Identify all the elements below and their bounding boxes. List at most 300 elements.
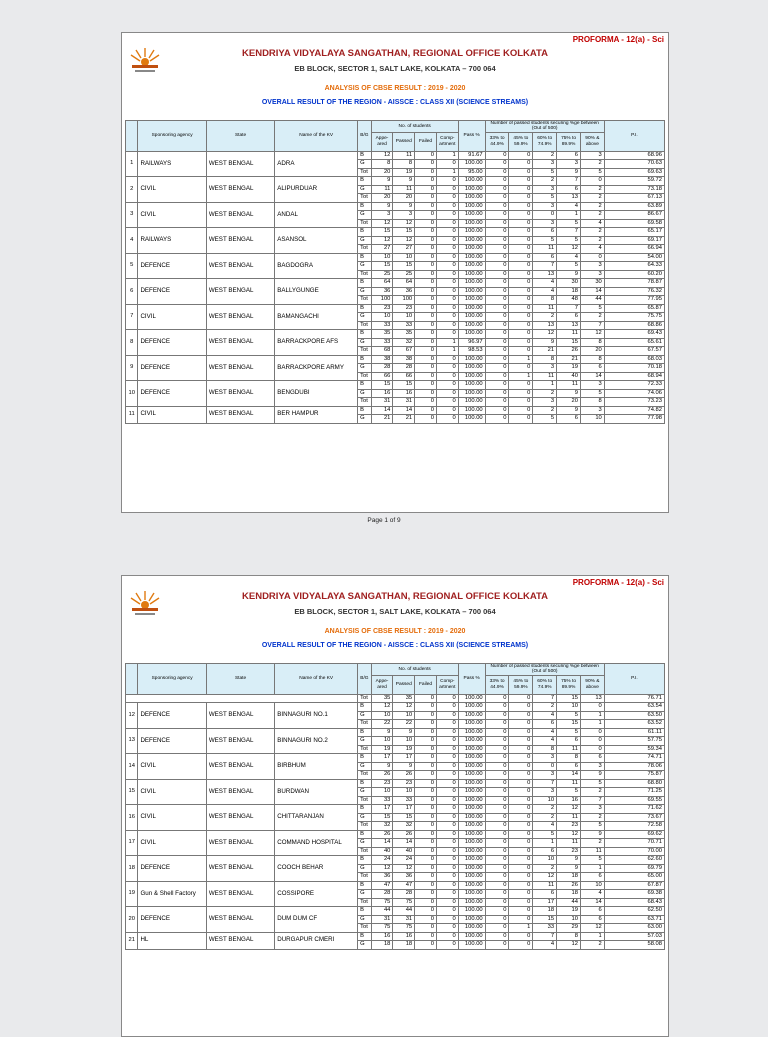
row-bg: G [358, 737, 371, 746]
passed-cell: 17 [393, 754, 415, 763]
pi-cell: 63.89 [604, 202, 664, 211]
r4-cell: 5 [557, 788, 581, 797]
col-r5: 90% & above [580, 132, 604, 151]
r2-cell: 0 [509, 830, 533, 839]
sponsoring-agency: CIVIL [138, 304, 206, 330]
state-name: WEST BENGAL [206, 881, 274, 907]
comp-cell: 0 [436, 796, 458, 805]
kv-name: COSSIPORE [275, 881, 358, 907]
failed-cell: 0 [415, 330, 437, 339]
passed-cell: 21 [393, 415, 415, 424]
failed-cell: 0 [415, 864, 437, 873]
r2-cell: 1 [509, 355, 533, 364]
overall-title: OVERALL RESULT OF THE REGION - AISSCE : CLASS XII (SCIENCE STREAMS) [261, 99, 529, 106]
r3-cell: 2 [533, 389, 557, 398]
r5-cell: 0 [580, 728, 604, 737]
failed-cell: 0 [415, 304, 437, 313]
failed-cell: 0 [415, 372, 437, 381]
pi-cell: 63.50 [604, 711, 664, 720]
passpct-cell: 100.00 [458, 728, 485, 737]
table-row [126, 881, 665, 890]
passed-cell: 32 [393, 338, 415, 347]
passpct-cell: 100.00 [458, 228, 485, 237]
appeared-cell: 20 [371, 194, 393, 203]
row-bg: Tot [358, 219, 371, 228]
state-name: WEST BENGAL [206, 279, 274, 305]
r3-cell: 2 [533, 805, 557, 814]
sponsoring-agency: CIVIL [138, 202, 206, 228]
failed-cell: 0 [415, 881, 437, 890]
r3-cell: 2 [533, 406, 557, 415]
comp-cell: 0 [436, 830, 458, 839]
r1-cell: 0 [485, 890, 509, 899]
table-row [126, 779, 665, 788]
passed-cell: 64 [393, 279, 415, 288]
r5-cell: 3 [580, 262, 604, 271]
col-r4: 75% to 89.9% [557, 675, 581, 694]
r2-cell: 0 [509, 347, 533, 356]
r2-cell: 0 [509, 279, 533, 288]
passed-cell: 15 [393, 262, 415, 271]
r3-cell: 4 [533, 279, 557, 288]
r3-cell: 8 [533, 296, 557, 305]
col-students: No. of students [371, 121, 458, 133]
appeared-cell: 27 [371, 245, 393, 254]
row-bg: B [358, 932, 371, 941]
passed-cell: 38 [393, 355, 415, 364]
failed-cell: 0 [415, 415, 437, 424]
appeared-cell: 20 [371, 168, 393, 177]
pi-cell: 57.75 [604, 737, 664, 746]
r3-cell: 11 [533, 245, 557, 254]
r3-cell: 2 [533, 864, 557, 873]
col-bg: B/G [358, 664, 371, 695]
failed-cell: 0 [415, 279, 437, 288]
passpct-cell: 100.00 [458, 287, 485, 296]
r1-cell: 0 [485, 745, 509, 754]
pi-cell: 59.34 [604, 745, 664, 754]
passpct-cell: 100.00 [458, 194, 485, 203]
col-r2: 45% to 59.9% [509, 132, 533, 151]
r2-cell: 0 [509, 398, 533, 407]
r2-cell: 0 [509, 941, 533, 950]
appeared-cell: 9 [371, 728, 393, 737]
r2-cell: 0 [509, 321, 533, 330]
serial-number: 10 [126, 381, 138, 407]
serial-number: 9 [126, 355, 138, 381]
col-appeared: Appe-ared [371, 132, 393, 151]
failed-cell: 0 [415, 406, 437, 415]
pi-cell: 63.54 [604, 703, 664, 712]
pi-cell: 62.50 [604, 907, 664, 916]
passed-cell: 31 [393, 398, 415, 407]
r1-cell: 0 [485, 338, 509, 347]
passed-cell: 32 [393, 822, 415, 831]
passed-cell: 11 [393, 185, 415, 194]
failed-cell: 0 [415, 168, 437, 177]
row-bg: Tot [358, 924, 371, 933]
pi-cell: 68.86 [604, 321, 664, 330]
row-bg: G [358, 711, 371, 720]
passed-cell: 33 [393, 796, 415, 805]
sponsoring-agency: HL [138, 932, 206, 949]
r1-cell: 0 [485, 381, 509, 390]
r5-cell: 4 [580, 245, 604, 254]
pi-cell: 68.96 [604, 151, 664, 160]
passed-cell: 12 [393, 864, 415, 873]
col-state: State [206, 664, 274, 695]
r4-cell: 7 [557, 304, 581, 313]
appeared-cell: 26 [371, 771, 393, 780]
sponsoring-agency: CIVIL [138, 406, 206, 423]
r3-cell: 11 [533, 304, 557, 313]
failed-cell: 0 [415, 160, 437, 169]
appeared-cell: 14 [371, 839, 393, 848]
sponsoring-agency: DEFENCE [138, 856, 206, 882]
passed-cell: 36 [393, 287, 415, 296]
pi-cell: 70.71 [604, 839, 664, 848]
row-bg: Tot [358, 796, 371, 805]
failed-cell: 0 [415, 932, 437, 941]
passed-cell: 31 [393, 915, 415, 924]
pi-cell: 76.32 [604, 287, 664, 296]
r1-cell: 0 [485, 830, 509, 839]
r5-cell: 8 [580, 398, 604, 407]
failed-cell: 0 [415, 211, 437, 220]
comp-cell: 0 [436, 296, 458, 305]
passpct-cell: 100.00 [458, 830, 485, 839]
sponsoring-agency: RAILWAYS [138, 151, 206, 177]
r3-cell: 7 [533, 694, 557, 703]
org-title: KENDRIYA VIDYALAYA SANGATHAN, REGIONAL OFFICE KOLKATA [242, 591, 548, 602]
r5-cell: 3 [580, 381, 604, 390]
passpct-cell: 100.00 [458, 185, 485, 194]
r4-cell: 18 [557, 287, 581, 296]
row-bg: Tot [358, 347, 371, 356]
r1-cell: 0 [485, 813, 509, 822]
passpct-cell: 100.00 [458, 745, 485, 754]
passed-cell: 10 [393, 253, 415, 262]
pi-cell: 70.18 [604, 364, 664, 373]
r1-cell: 0 [485, 771, 509, 780]
r5-cell: 2 [580, 813, 604, 822]
r3-cell: 6 [533, 890, 557, 899]
appeared-cell: 3 [371, 211, 393, 220]
pi-cell: 63.00 [604, 924, 664, 933]
r2-cell: 0 [509, 703, 533, 712]
sponsoring-agency: DEFENCE [138, 355, 206, 381]
appeared-cell: 35 [371, 330, 393, 339]
org-address: EB BLOCK, SECTOR 1, SALT LAKE, KOLKATA – 700 064 [294, 64, 496, 73]
r4-cell: 11 [557, 330, 581, 339]
r1-cell: 0 [485, 296, 509, 305]
r4-cell: 1 [557, 211, 581, 220]
r3-cell: 7 [533, 262, 557, 271]
row-bg: B [358, 907, 371, 916]
failed-cell: 0 [415, 856, 437, 865]
row-bg: Tot [358, 822, 371, 831]
pi-cell: 64.33 [604, 262, 664, 271]
r5-cell: 0 [580, 737, 604, 746]
pi-cell: 68.43 [604, 898, 664, 907]
r5-cell: 6 [580, 364, 604, 373]
r4-cell: 11 [557, 813, 581, 822]
pi-cell: 75.87 [604, 771, 664, 780]
r2-cell: 0 [509, 694, 533, 703]
r1-cell: 0 [485, 847, 509, 856]
row-bg: G [358, 813, 371, 822]
appeared-cell: 14 [371, 406, 393, 415]
row-bg: B [358, 881, 371, 890]
pi-cell: 69.63 [604, 168, 664, 177]
r4-cell: 48 [557, 296, 581, 305]
appeared-cell: 10 [371, 253, 393, 262]
serial-number: 16 [126, 805, 138, 831]
passpct-cell: 100.00 [458, 805, 485, 814]
col-comp: Comp-artment [436, 675, 458, 694]
r2-cell: 0 [509, 881, 533, 890]
failed-cell: 0 [415, 830, 437, 839]
r5-cell: 0 [580, 745, 604, 754]
r2-cell: 0 [509, 915, 533, 924]
comp-cell: 0 [436, 890, 458, 899]
failed-cell: 0 [415, 364, 437, 373]
results-table-body [126, 151, 665, 423]
passpct-cell: 100.00 [458, 771, 485, 780]
state-name: WEST BENGAL [206, 151, 274, 177]
comp-cell: 0 [436, 279, 458, 288]
col-sponsor: Sponsoring agency [138, 664, 206, 695]
comp-cell: 0 [436, 932, 458, 941]
r2-cell: 0 [509, 168, 533, 177]
kv-name: ADRA [275, 151, 358, 177]
r3-cell: 8 [533, 355, 557, 364]
r1-cell: 0 [485, 355, 509, 364]
r4-cell: 5 [557, 262, 581, 271]
r5-cell: 2 [580, 788, 604, 797]
failed-cell: 0 [415, 347, 437, 356]
col-sn [126, 121, 138, 152]
r3-cell: 12 [533, 873, 557, 882]
pi-cell: 67.57 [604, 347, 664, 356]
r5-cell: 2 [580, 211, 604, 220]
col-students: No. of students [371, 664, 458, 676]
col-sn [126, 664, 138, 695]
r5-cell: 12 [580, 330, 604, 339]
sponsoring-agency: RAILWAYS [138, 228, 206, 254]
kv-name: DURGAPUR CMERI [275, 932, 358, 949]
serial-number: 1 [126, 151, 138, 177]
row-bg: Tot [358, 245, 371, 254]
r1-cell: 0 [485, 728, 509, 737]
r3-cell: 8 [533, 745, 557, 754]
r2-cell: 0 [509, 219, 533, 228]
comp-cell: 0 [436, 898, 458, 907]
row-bg: G [358, 389, 371, 398]
r1-cell: 0 [485, 185, 509, 194]
failed-cell: 0 [415, 694, 437, 703]
failed-cell: 0 [415, 745, 437, 754]
failed-cell: 0 [415, 381, 437, 390]
r5-cell: 4 [580, 219, 604, 228]
r1-cell: 0 [485, 822, 509, 831]
kv-name: ANDAL [275, 202, 358, 228]
passpct-cell: 100.00 [458, 245, 485, 254]
passpct-cell: 100.00 [458, 177, 485, 186]
passpct-cell: 100.00 [458, 253, 485, 262]
r5-cell: 3 [580, 151, 604, 160]
row-bg: G [358, 890, 371, 899]
failed-cell: 0 [415, 941, 437, 950]
r1-cell: 0 [485, 219, 509, 228]
row-bg: B [358, 202, 371, 211]
passpct-cell: 100.00 [458, 890, 485, 899]
r3-cell: 3 [533, 398, 557, 407]
r4-cell: 5 [557, 728, 581, 737]
r4-cell: 5 [557, 711, 581, 720]
appeared-cell: 18 [371, 941, 393, 950]
page-footer: Page 1 of 9 [367, 517, 401, 524]
passed-cell: 14 [393, 406, 415, 415]
appeared-cell: 16 [371, 932, 393, 941]
comp-cell: 0 [436, 398, 458, 407]
r3-cell: 3 [533, 202, 557, 211]
row-bg: Tot [358, 398, 371, 407]
r3-cell: 2 [533, 313, 557, 322]
kv-name: CHITTARANJAN [275, 805, 358, 831]
comp-cell: 1 [436, 347, 458, 356]
overall-title: OVERALL RESULT OF THE REGION - AISSCE : CLASS XII (SCIENCE STREAMS) [261, 642, 529, 649]
r1-cell: 0 [485, 202, 509, 211]
comp-cell: 0 [436, 160, 458, 169]
failed-cell: 0 [415, 389, 437, 398]
r1-cell: 0 [485, 211, 509, 220]
row-bg: G [358, 211, 371, 220]
passpct-cell: 100.00 [458, 941, 485, 950]
appeared-cell: 100 [371, 296, 393, 305]
sponsoring-agency: DEFENCE [138, 279, 206, 305]
r4-cell: 6 [557, 313, 581, 322]
r3-cell: 6 [533, 720, 557, 729]
r2-cell: 0 [509, 745, 533, 754]
comp-cell: 0 [436, 745, 458, 754]
r1-cell: 0 [485, 389, 509, 398]
r3-cell: 7 [533, 932, 557, 941]
results-table [125, 120, 665, 424]
comp-cell: 0 [436, 270, 458, 279]
results-table-body [126, 694, 665, 949]
table-row [126, 856, 665, 865]
kv-name: BAGDOGRA [275, 253, 358, 279]
table-row [126, 177, 665, 186]
failed-cell: 0 [415, 847, 437, 856]
col-failed: Failed [415, 675, 437, 694]
sponsoring-agency: CIVIL [138, 805, 206, 831]
col-r1: 33% to 44.9% [485, 132, 509, 151]
r4-cell: 3 [557, 160, 581, 169]
r3-cell: 5 [533, 415, 557, 424]
appeared-cell: 22 [371, 720, 393, 729]
col-passed: Passed [393, 675, 415, 694]
serial-number: 6 [126, 279, 138, 305]
passpct-cell: 98.53 [458, 347, 485, 356]
r4-cell: 9 [557, 168, 581, 177]
state-name: WEST BENGAL [206, 830, 274, 856]
passpct-cell: 100.00 [458, 737, 485, 746]
failed-cell: 0 [415, 762, 437, 771]
r4-cell: 15 [557, 720, 581, 729]
r3-cell: 13 [533, 270, 557, 279]
row-bg: G [358, 160, 371, 169]
r1-cell: 0 [485, 856, 509, 865]
r2-cell: 0 [509, 873, 533, 882]
appeared-cell: 15 [371, 381, 393, 390]
passpct-cell: 100.00 [458, 381, 485, 390]
appeared-cell: 36 [371, 873, 393, 882]
r2-cell: 1 [509, 372, 533, 381]
comp-cell: 1 [436, 338, 458, 347]
r1-cell: 0 [485, 924, 509, 933]
r5-cell: 3 [580, 762, 604, 771]
col-r4: 75% to 89.9% [557, 132, 581, 151]
r1-cell: 0 [485, 779, 509, 788]
org-title: KENDRIYA VIDYALAYA SANGATHAN, REGIONAL OFFICE KOLKATA [242, 48, 548, 59]
passed-cell: 9 [393, 728, 415, 737]
failed-cell: 0 [415, 898, 437, 907]
r2-cell: 0 [509, 389, 533, 398]
passpct-cell: 100.00 [458, 813, 485, 822]
r5-cell: 6 [580, 907, 604, 916]
r4-cell: 9 [557, 406, 581, 415]
r2-cell: 0 [509, 839, 533, 848]
r1-cell: 0 [485, 253, 509, 262]
comp-cell: 0 [436, 907, 458, 916]
r3-cell: 4 [533, 287, 557, 296]
r2-cell: 0 [509, 762, 533, 771]
r1-cell: 0 [485, 898, 509, 907]
r5-cell: 30 [580, 279, 604, 288]
r5-cell: 2 [580, 194, 604, 203]
table-row [126, 381, 665, 390]
row-bg: Tot [358, 720, 371, 729]
passpct-cell: 100.00 [458, 703, 485, 712]
r3-cell: 11 [533, 881, 557, 890]
pi-cell: 69.58 [604, 219, 664, 228]
appeared-cell: 31 [371, 398, 393, 407]
sponsoring-agency: DEFENCE [138, 330, 206, 356]
col-passpct: Pass % [458, 121, 485, 152]
serial-number: 4 [126, 228, 138, 254]
state-name: WEST BENGAL [206, 304, 274, 330]
r1-cell: 0 [485, 262, 509, 271]
row-bg: G [358, 788, 371, 797]
state-name: WEST BENGAL [206, 703, 274, 729]
col-r5: 90% & above [580, 675, 604, 694]
r3-cell: 5 [533, 168, 557, 177]
appeared-cell: 24 [371, 856, 393, 865]
col-r3: 60% to 74.9% [533, 132, 557, 151]
appeared-cell: 35 [371, 694, 393, 703]
r2-cell: 0 [509, 771, 533, 780]
r2-cell: 0 [509, 253, 533, 262]
r5-cell: 5 [580, 389, 604, 398]
r5-cell: 2 [580, 228, 604, 237]
document-page-2 [121, 575, 669, 1037]
passed-cell: 75 [393, 924, 415, 933]
r3-cell: 15 [533, 915, 557, 924]
failed-cell: 0 [415, 779, 437, 788]
r1-cell: 0 [485, 932, 509, 941]
